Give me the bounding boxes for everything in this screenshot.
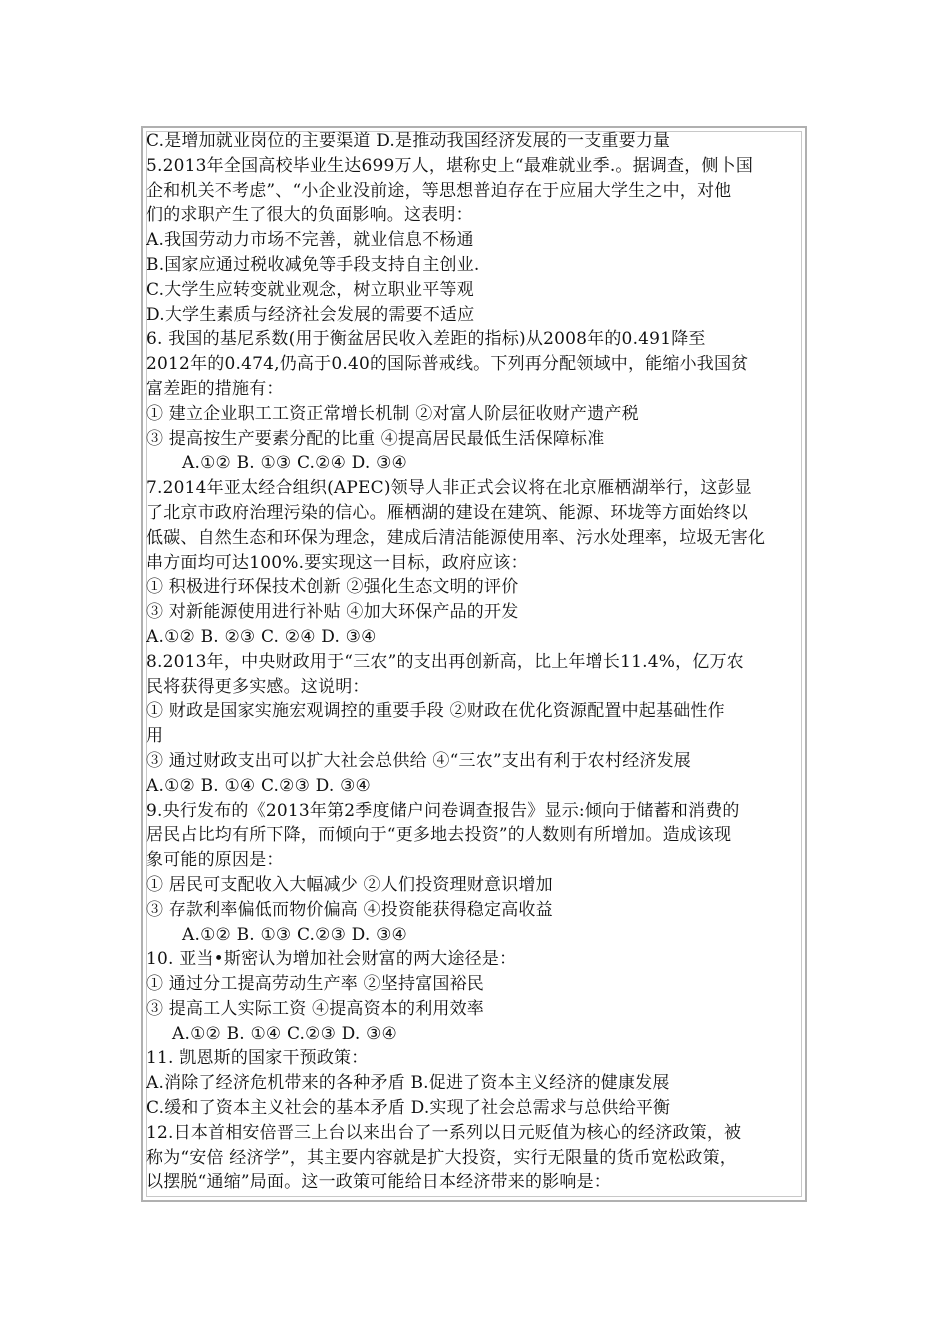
text-line: A.①② B. ①④ C.②③ D. ③④ <box>172 1023 397 1044</box>
text-line: A.①② B. ②③ C. ②④ D. ③④ <box>146 626 377 647</box>
text-line: 低碳、自然生态和环保为理念，建成后清洁能源使用率、污水处理率，垃圾无害化 <box>146 527 766 548</box>
text-line: 居民占比均有所下降，而倾向于“更多地去投资”的人数则有所增加。造成该现 <box>146 825 732 846</box>
text-line: 11. 凯恩斯的国家干预政策： <box>146 1048 369 1069</box>
text-line: 们的求职产生了很大的负面影响。这表明： <box>146 205 473 226</box>
text-line: 10. 亚当•斯密认为增加社会财富的两大途径是： <box>146 949 517 970</box>
text-line: A.我国劳动力市场不完善，就业信息不杨通 <box>146 230 474 251</box>
text-line: ③ 存款利率偏低而物价偏高 ④投资能获得稳定高收益 <box>146 899 553 920</box>
text-line: 象可能的原因是： <box>146 850 284 871</box>
text-line: C.是增加就业岗位的主要渠道 D.是推动我国经济发展的一支重要力量 <box>146 131 671 151</box>
text-line: ① 建立企业职工工资正常增长机制 ②对富人阶层征收财产遗产税 <box>146 403 639 424</box>
text-line: ③ 通过财政支出可以扩大社会总供给 ④“三农”支出有利于农村经济发展 <box>146 750 691 771</box>
text-line: A.①② B. ①③ C.②④ D. ③④ <box>182 453 407 474</box>
text-line: ③ 提高工人实际工资 ④提高资本的利用效率 <box>146 998 485 1019</box>
text-line: 富差距的措施有： <box>146 378 284 399</box>
text-line: 用 <box>146 726 164 747</box>
text-line: 民将获得更多实感。这说明： <box>146 676 370 697</box>
text-line: 2012年的0.474,仍高于0.40的国际普戒线。下列再分配领域中，能缩小我国贫 <box>146 354 749 375</box>
text-line: 以摆脱“通缩”局面。这一政策可能给日本经济带来的影响是： <box>146 1172 611 1193</box>
text-line: 7.2014年亚太经合组织(APEC)领导人非正式会议将在北京雁栖湖举行，这彭显 <box>146 478 752 499</box>
text-line: ① 财政是国家实施宏观调控的重要手段 ②财政在优化资源配置中起基础性作 <box>146 701 725 722</box>
text-line: D.大学生素质与经济社会发展的需要不适应 <box>146 304 475 325</box>
text-line: ① 积极进行环保技术创新 ②强化生态文明的评价 <box>146 577 519 598</box>
text-line: 6. 我国的基尼系数(用于衡盆居民收入差距的指标)从2008年的0.491降至 <box>146 329 706 350</box>
text-line: ① 通过分工提高劳动生产率 ②坚持富国裕民 <box>146 974 485 995</box>
text-line: 12.日本首相安倍晋三上台以来出台了一系列以日元贬值为核心的经济政策，被 <box>146 1122 742 1143</box>
text-line: A.①② B. ①③ C.②③ D. ③④ <box>182 924 407 945</box>
text-line: 了北京市政府治理污染的信心。雁栖湖的建设在建筑、能源、环垅等方面始终以 <box>146 502 748 523</box>
text-line: ③ 提高按生产要素分配的比重 ④提高居民最低生活保障标准 <box>146 428 605 449</box>
text-line: 8.2013年，中央财政用于“三农”的支出再创新高，比上年增长11.4%，亿万农 <box>146 651 744 672</box>
text-line: ① 居民可支配收入大幅减少 ②人们投资理财意识增加 <box>146 874 553 895</box>
question-text-block <box>146 129 806 1195</box>
text-line: A.①② B. ①④ C.②③ D. ③④ <box>146 775 371 796</box>
text-line: B.国家应通过税收减免等手段支持自主创业. <box>146 254 480 275</box>
text-line: 9.央行发布的《2013年第2季度储户问卷调查报告》显示:倾向于储蓄和消费的 <box>146 800 740 821</box>
text-line: A.消除了经济危机带来的各种矛盾 B.促进了资本主义经济的健康发展 <box>146 1073 670 1094</box>
text-line: ③ 对新能源使用进行补贴 ④加大环保产品的开发 <box>146 602 519 623</box>
text-line: 企和机关不考虑”、“小企业没前途，等思想普迫存在于应届大学生之中，对他 <box>146 180 732 201</box>
text-line: C.缓和了资本主义社会的基本矛盾 D.实现了社会总需求与总供给平衡 <box>146 1098 671 1119</box>
text-line: C.大学生应转变就业观念，树立职业平等观 <box>146 279 474 300</box>
text-line: 称为“安倍 经济学”，其主要内容就是扩大投资，实行无限量的货币宽松政策， <box>146 1147 737 1168</box>
text-line: 5.2013年全国高校毕业生达699万人，堪称史上“最难就业季.。据调查，侧卜国 <box>146 155 754 176</box>
text-line: 串方面均可达100%.要实现这一目标，政府应该： <box>146 552 528 573</box>
